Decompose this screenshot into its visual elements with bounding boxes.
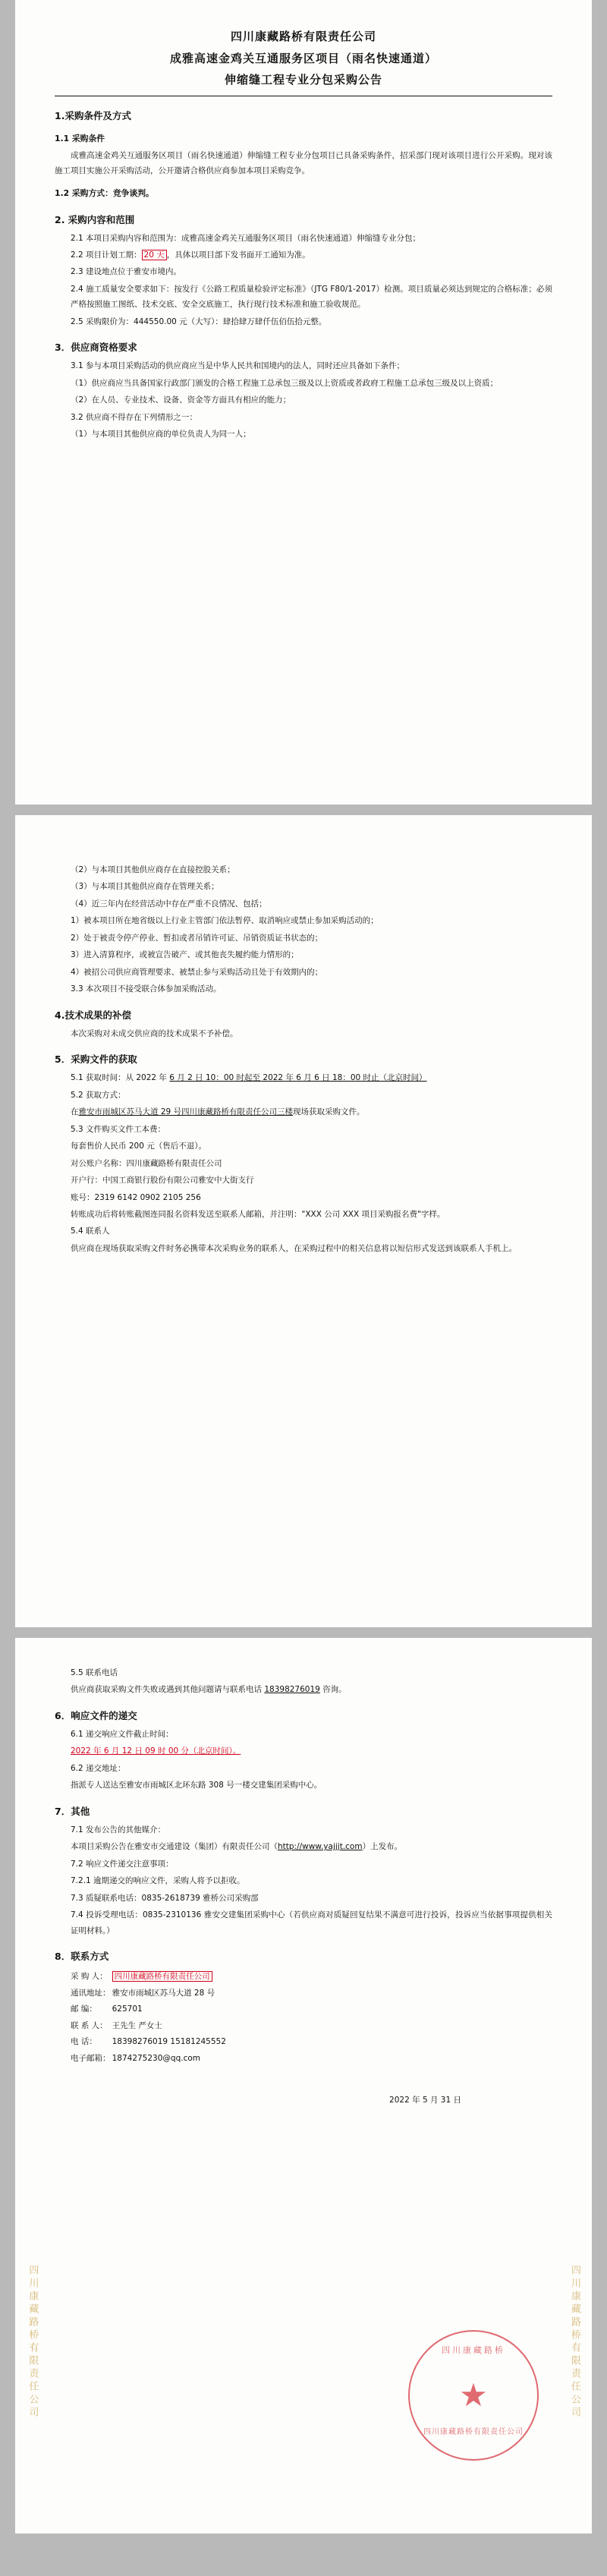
paragraph-2-3: 2.3 建设地点位于雅安市境内。	[71, 267, 182, 277]
document-page-1	[15, 0, 592, 805]
acquisition-method-pre: 在	[71, 1107, 79, 1117]
watermark-left: 四川康藏路桥有限责任公司	[27, 2265, 39, 2420]
contact-row-person	[71, 2018, 552, 2035]
contact-label: 联 系 人：	[71, 2020, 108, 2030]
contact-row-phone	[71, 2034, 552, 2051]
acquisition-address: 雅安市雨城区苏马大道 29 号四川康藏路桥有限责任公司三楼	[78, 1107, 294, 1117]
list-item: （3）与本项目其他供应商存在管理关系；	[71, 882, 219, 892]
seal-bottom-text: 四川康藏路桥有限责任公司	[423, 2427, 524, 2436]
paragraph-2-5: 2.5 采购限价为：444550.00 元（大写）：肆拾肆万肆仟伍佰伍拾元整。	[71, 316, 327, 326]
paragraph-7-4: 7.4 投诉受理电话：0835-2310136 雅安交建集团采购中心（若供应商对质疑回复结果不满意可进行投诉，投诉应当依据事项提供相关证明材料。）	[71, 1910, 552, 1935]
title-line-1: 四川康藏路桥有限责任公司	[230, 30, 376, 43]
paragraph-7-3: 7.3 质疑联系电话：0835-2618739 雅桥公司采购部	[71, 1893, 259, 1903]
seal-arc-text: 四川康藏路桥	[442, 2345, 505, 2355]
publish-media-url[interactable]: http://www.yajjjt.com	[278, 1842, 363, 1852]
paragraph-3-1-a: （1）供应商应当具备国家行政部门颁发的合格工程施工总承包三级及以上资质或者政府工程施工总承包三级及以上资质；	[71, 378, 498, 388]
paragraph-5-3-a: 每套售价人民币 200 元（售后不退）。	[71, 1142, 206, 1151]
section-heading-6: 6．响应文件的递交	[55, 1709, 137, 1721]
watermark-right: 四川康藏路桥有限责任公司	[569, 2265, 580, 2420]
list-item: 2）处于被责令停产停业、暂扣或者吊销许可证、吊销资质证书状态的；	[71, 933, 323, 943]
contact-label: 电子邮箱：	[71, 2053, 111, 2063]
contact-info-table	[55, 1969, 552, 2067]
contact-phone: 18398276019 15181245552	[112, 2037, 226, 2047]
list-item: （4）近三年内在经营活动中存在严重不良情况、包括；	[71, 899, 267, 909]
paragraph-5-4: 5.4 联系人	[71, 1227, 110, 1236]
paragraph-5-2: 5.2 获取方式：	[71, 1090, 126, 1100]
document-page-3	[15, 1638, 592, 2533]
list-item: 3）进入清算程序，或被宣告破产、或其他丧失履约能力情形的；	[71, 950, 299, 960]
section-heading-5: 5．采购文件的获取	[55, 1053, 137, 1066]
subsection-1-1: 1.1 采购条件	[55, 133, 105, 143]
contact-phone-number: 18398276019	[264, 1685, 320, 1695]
paragraph-4-1: 本次采购对未成交供应商的技术成果不予补偿。	[71, 1028, 238, 1038]
issue-date: 2022 年 5 月 31 日	[389, 2096, 461, 2105]
contact-row-address	[71, 1986, 552, 2002]
title-line-3: 伸缩缝工程专业分包采购公告	[224, 73, 382, 87]
contact-email[interactable]: 1874275230@qq.com	[112, 2053, 200, 2063]
paragraph-5-3-c: 开户行：中国工商银行股份有限公司雅安中大街支行	[71, 1176, 254, 1186]
section-heading-8: 8．联系方式	[55, 1951, 109, 1963]
contact-label: 邮 编：	[71, 2004, 97, 2014]
paragraph-6-1: 6.1 递交响应文件截止时间：	[71, 1729, 174, 1739]
publish-media-post: ）上发布。	[362, 1842, 403, 1852]
contact-row-purchaser	[71, 1969, 552, 1986]
title-line-2: 成雅高速金鸡关互通服务区项目（雨名快速通道）	[169, 51, 437, 65]
section-heading-7: 7．其他	[55, 1805, 90, 1817]
paragraph-1-1: 成雅高速金鸡关互通服务区项目（雨名快速通道）伸缩缝工程专业分包项目已具备采购条件，招采部门现对该项目进行公开采购。现对该施工项目实施公开采购活动，公开邀请合格供应商参加本项目采购竞争。	[55, 150, 552, 176]
paragraph-2-1: 2.1 本项目采购内容和范围为：成雅高速金鸡关互通服务区项目（雨名快速通道）伸缩缝专业分包；	[71, 233, 421, 243]
paragraph-2-4: 2.4 施工质量安全要求如下：按发行《公路工程质量检验评定标准》（JTG F80/1-2017）检测。项目质量必须达到规定的合格标准；必须严格按照施工图纸、技术交底、安全交底施工，执行现行技术标准和施工验收规范。	[71, 284, 552, 310]
document-page-2	[15, 815, 592, 1627]
list-item: 4）被招公司供应商管理要求、被禁止参与采购活动且处于有效期内的；	[71, 967, 323, 977]
submission-address: 指派专人送达至雅安市雨城区北环东路 308 号一楼交建集团采购中心。	[71, 1781, 322, 1790]
acquisition-method-post: 现场获取采购文件。	[293, 1107, 365, 1117]
document-acquisition-time: 6 月 2 日 10：00 时起至 2022 年 6 月 6 日 18：00 时止（北京时间）	[169, 1073, 427, 1083]
company-seal-stamp	[408, 2330, 539, 2461]
subsection-1-2: 1.2 采购方式：竞争谈判。	[55, 188, 154, 199]
contact-label: 采 购 人：	[71, 1972, 108, 1982]
paragraph-5-3-b: 对公账户名称：四川康藏路桥有限责任公司	[71, 1158, 222, 1168]
contact-label: 电 话：	[71, 2037, 97, 2047]
contact-row-email	[71, 2051, 552, 2067]
paragraph-2-2-pre: 2.2 项目计划工期：	[71, 250, 142, 260]
publish-media-pre: 本项目采购公告在雅安市交通建设（集团）有限责任公司（	[71, 1842, 278, 1852]
paragraph-7-2-1: 7.2.1 逾期递交的响应文件，采购人将予以拒收。	[71, 1876, 245, 1886]
star-icon: ★	[459, 2376, 488, 2414]
contact-address: 雅安市雨城区苏马大道 28 号	[112, 1988, 215, 1998]
paragraph-7-1-a	[55, 1839, 552, 1854]
paragraph-3-2: 3.2 供应商不得存在下列情形之一：	[71, 412, 198, 422]
list-item: 1）被本项目所在地省级以上行业主管部门依法暂停、取消响应或禁止参加采购活动的；	[71, 916, 379, 926]
paragraph-2-2	[55, 247, 552, 263]
purchaser-name: 四川康藏路桥有限责任公司	[112, 1971, 212, 1982]
paragraph-3-2-a: （1）与本项目其他供应商的单位负责人为同一人；	[71, 430, 251, 439]
paragraph-5-2-detail	[55, 1104, 552, 1120]
contact-phone-post: 咨询。	[319, 1685, 347, 1695]
paragraph-6-2: 6.2 递交地址：	[71, 1763, 126, 1773]
section-heading-1: 1.采购条件及方式	[55, 109, 131, 121]
contact-postcode: 625701	[112, 2004, 143, 2014]
paragraph-2-2-post: ，具体以项目部下发书面开工通知为准。	[166, 250, 310, 260]
contact-label: 通讯地址：	[71, 1988, 111, 1998]
section-heading-4: 4.技术成果的补偿	[55, 1009, 131, 1021]
list-item: （2）与本项目其他供应商存在直接控股关系；	[71, 865, 235, 874]
project-duration-highlight: 20 天	[142, 250, 167, 260]
paragraph-5-3: 5.3 文件购买文件工本费：	[71, 1124, 166, 1134]
contact-row-postcode	[71, 2001, 552, 2018]
section-heading-2: 2. 采购内容和范围	[55, 213, 135, 225]
paragraph-7-1: 7.1 发布公告的其他媒介：	[71, 1825, 166, 1834]
paragraph-5-3-e: 转账成功后将转账截图连同报名资料发送至联系人邮箱，并注明："XXX 公司 XXX 项目采购报名费"字样。	[71, 1209, 445, 1219]
submission-deadline	[55, 1743, 552, 1759]
paragraph-7-2: 7.2 响应文件递交注意事项：	[71, 1859, 174, 1869]
submission-deadline-value: 2022 年 6 月 12 日 09 时 00 分（北京时间）。	[71, 1746, 241, 1756]
paragraph-3-1: 3.1 参与本项目采购活动的供应商应当是中华人民共和国境内的法人，同时还应具备如下条件；	[71, 361, 405, 371]
section-heading-3: 3．供应商资格要求	[55, 342, 137, 354]
paragraph-3-1-b: （2）在人员、专业技术、设备、资金等方面具有相应的能力；	[71, 395, 291, 405]
page-title	[55, 26, 552, 91]
contact-phone-pre: 供应商获取采购文件失败或遇到其他问题请与联系电话	[71, 1685, 265, 1695]
contact-person: 王先生 严女士	[112, 2020, 162, 2030]
paragraph-3-3: 3.3 本次项目不接受联合体参加采购活动。	[71, 984, 222, 994]
bank-account-number: 账号：2319 6142 0902 2105 256	[71, 1192, 201, 1202]
paragraph-5-5: 5.5 联系电话	[71, 1668, 118, 1677]
paragraph-5-1-pre: 5.1 获取时间：从 2022 年	[71, 1073, 167, 1083]
paragraph-5-1	[55, 1070, 552, 1085]
paragraph-5-4-a: 供应商在现场获取采购文件时务必携带本次采购业务的联系人，在采购过程中的相关信息将以短信形式发送到该联系人手机上。	[71, 1243, 517, 1253]
paragraph-5-5-a	[55, 1682, 552, 1697]
